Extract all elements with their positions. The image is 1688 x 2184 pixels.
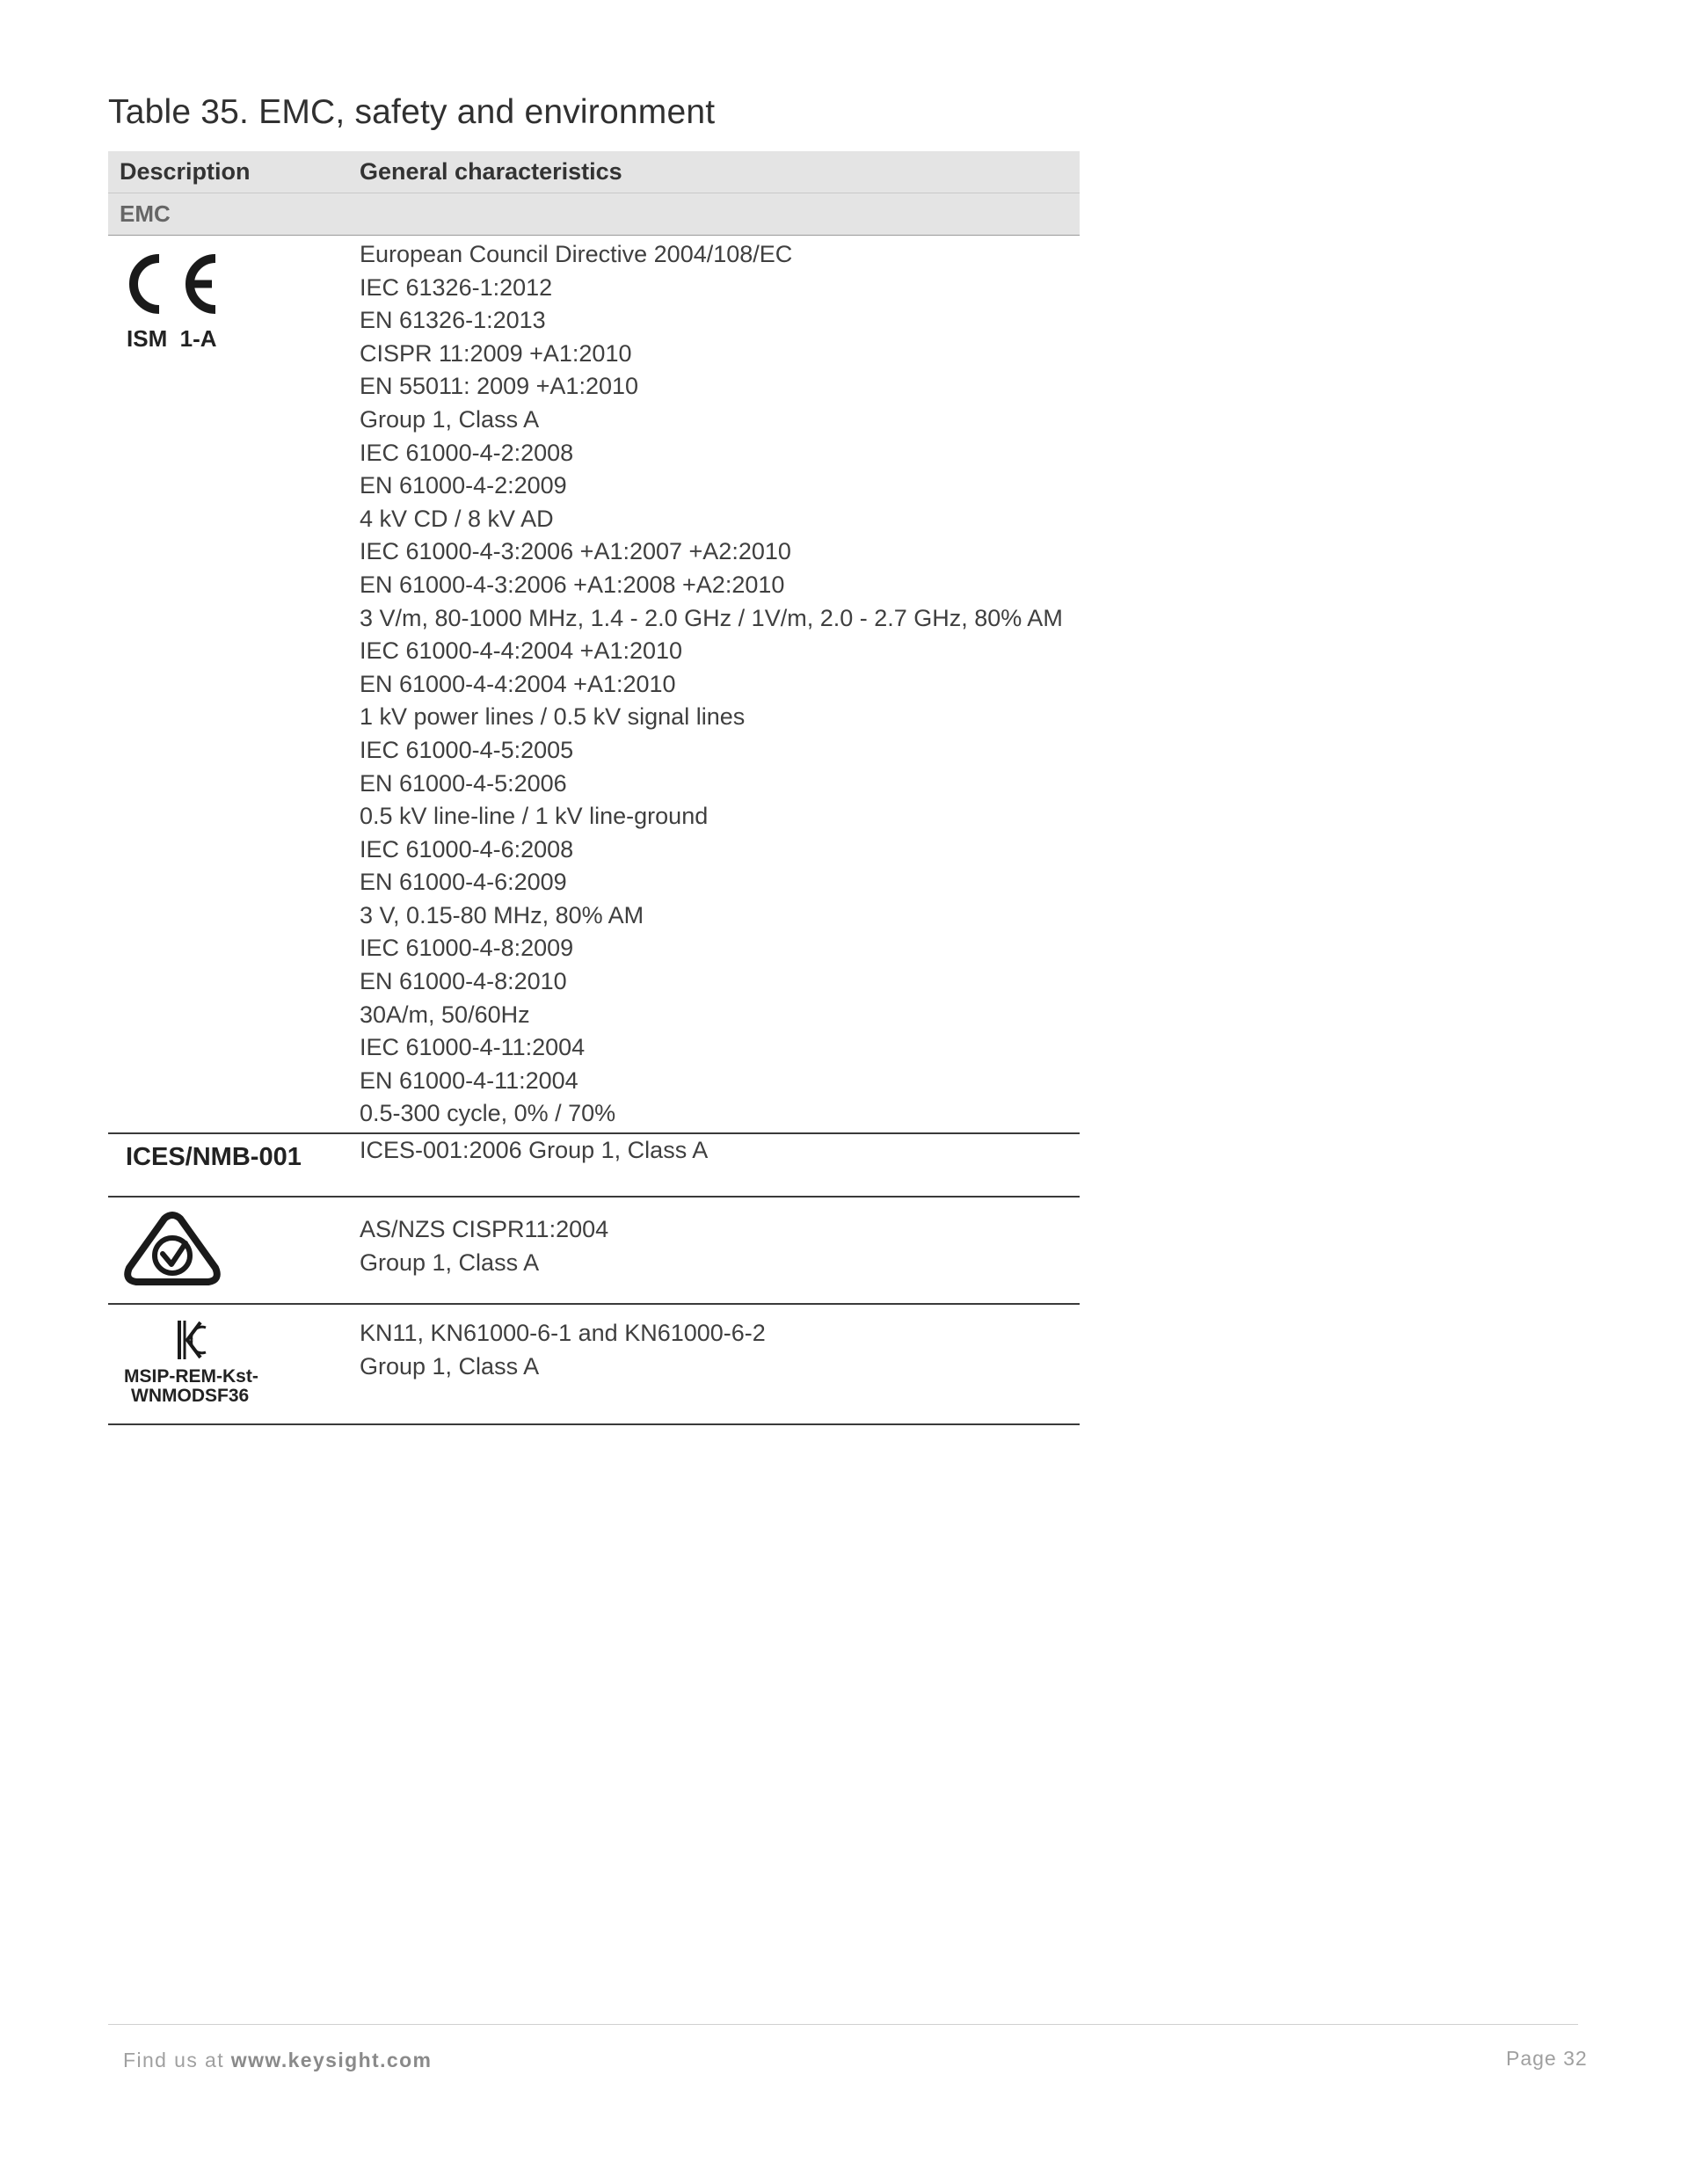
characteristic-line: IEC 61326-1:2012 — [360, 273, 553, 301]
footer-prefix: Find us at — [123, 2049, 231, 2071]
characteristic-line: EN 61000-4-11:2004 — [360, 1067, 578, 1094]
characteristic-line: 3 V, 0.15-80 MHz, 80% AM — [360, 901, 644, 928]
characteristic-line: KN11, KN61000-6-1 and KN61000-6-2 — [360, 1320, 766, 1346]
characteristic-line: Group 1, Class A — [360, 1352, 540, 1380]
characteristic-line: 3 V/m, 80-1000 MHz, 1.4 - 2.0 GHz / 1V/m, 2.0 - 2.7 GHz, 80% AM — [360, 604, 1063, 631]
characteristic-line: European Council Directive 2004/108/EC — [360, 241, 793, 267]
ism-group-label: ISM 1-A — [127, 325, 217, 352]
characteristics-cell — [360, 236, 1080, 1132]
characteristic-line: CISPR 11:2009 +A1:2010 — [360, 339, 632, 367]
section-row-emc — [108, 193, 1080, 236]
kc-registration-label-line-2: WNMODSF36 — [131, 1386, 250, 1406]
kc-registration-label-line-1: MSIP-REM-Kst- — [124, 1366, 258, 1387]
characteristic-line: 1 kV power lines / 0.5 kV signal lines — [360, 703, 746, 731]
footer-divider — [108, 2024, 1578, 2025]
characteristics-cell — [360, 1134, 1080, 1196]
characteristic-line: EN 61326-1:2013 — [360, 307, 546, 334]
characteristic-line: EN 61000-4-8:2010 — [360, 968, 567, 995]
spec-table — [108, 151, 1080, 1425]
characteristic-line: IEC 61000-4-6:2008 — [360, 835, 574, 863]
footer-website-link[interactable]: www.keysight.com — [230, 2049, 433, 2071]
characteristic-line: Group 1, Class A — [360, 405, 540, 433]
rcm-mark-icon — [124, 1210, 229, 1289]
ce-mark-icon — [124, 246, 238, 325]
table-row — [108, 1198, 1080, 1305]
characteristic-line: EN 61000-4-5:2006 — [360, 769, 567, 797]
characteristic-line: EN 61000-4-2:2009 — [360, 472, 567, 499]
characteristic-line: EN 61000-4-4:2004 +A1:2010 — [360, 670, 676, 697]
characteristic-line: Group 1, Class A — [360, 1249, 540, 1276]
description-cell — [108, 1198, 360, 1303]
table-row — [108, 1305, 1080, 1425]
characteristic-line: EN 61000-4-3:2006 +A1:2008 +A2:2010 — [360, 571, 785, 598]
characteristic-line: 0.5-300 cycle, 0% / 70% — [360, 1100, 616, 1127]
characteristic-line: AS/NZS CISPR11:2004 — [360, 1216, 609, 1242]
description-cell — [108, 1134, 360, 1196]
kc-mark-icon — [174, 1317, 209, 1363]
ices-nmb-label: ICES/NMB-001 — [126, 1143, 302, 1171]
characteristic-line: IEC 61000-4-3:2006 +A1:2007 +A2:2010 — [360, 538, 791, 565]
characteristic-line: IEC 61000-4-11:2004 — [360, 1034, 586, 1061]
table-row — [108, 236, 1080, 1134]
characteristic-line: IEC 61000-4-4:2004 +A1:2010 — [360, 637, 683, 665]
characteristic-line: EN 55011: 2009 +A1:2010 — [360, 373, 639, 400]
header-general-characteristics: General characteristics — [360, 158, 622, 185]
page-number: Page 32 — [1506, 2047, 1588, 2070]
characteristic-line: EN 61000-4-6:2009 — [360, 869, 567, 896]
table-row — [108, 1134, 1080, 1198]
section-label: EMC — [120, 200, 171, 227]
characteristic-line: IEC 61000-4-5:2005 — [360, 736, 574, 763]
description-cell — [108, 1305, 360, 1423]
characteristic-line: 0.5 kV line-line / 1 kV line-ground — [360, 803, 709, 830]
description-cell — [108, 236, 360, 1132]
characteristic-line: 30A/m, 50/60Hz — [360, 1001, 530, 1028]
characteristic-line: 4 kV CD / 8 kV AD — [360, 505, 554, 532]
header-description: Description — [120, 158, 251, 185]
table-header-row — [108, 151, 1080, 193]
characteristic-line: ICES-001:2006 Group 1, Class A — [360, 1137, 709, 1163]
footer-find-us — [123, 2049, 432, 2072]
characteristic-line: IEC 61000-4-8:2009 — [360, 935, 574, 962]
characteristic-line: IEC 61000-4-2:2008 — [360, 439, 574, 466]
table-title: Table 35. EMC, safety and environment — [108, 93, 716, 131]
characteristics-cell — [360, 1198, 1080, 1303]
characteristics-cell — [360, 1305, 1080, 1423]
